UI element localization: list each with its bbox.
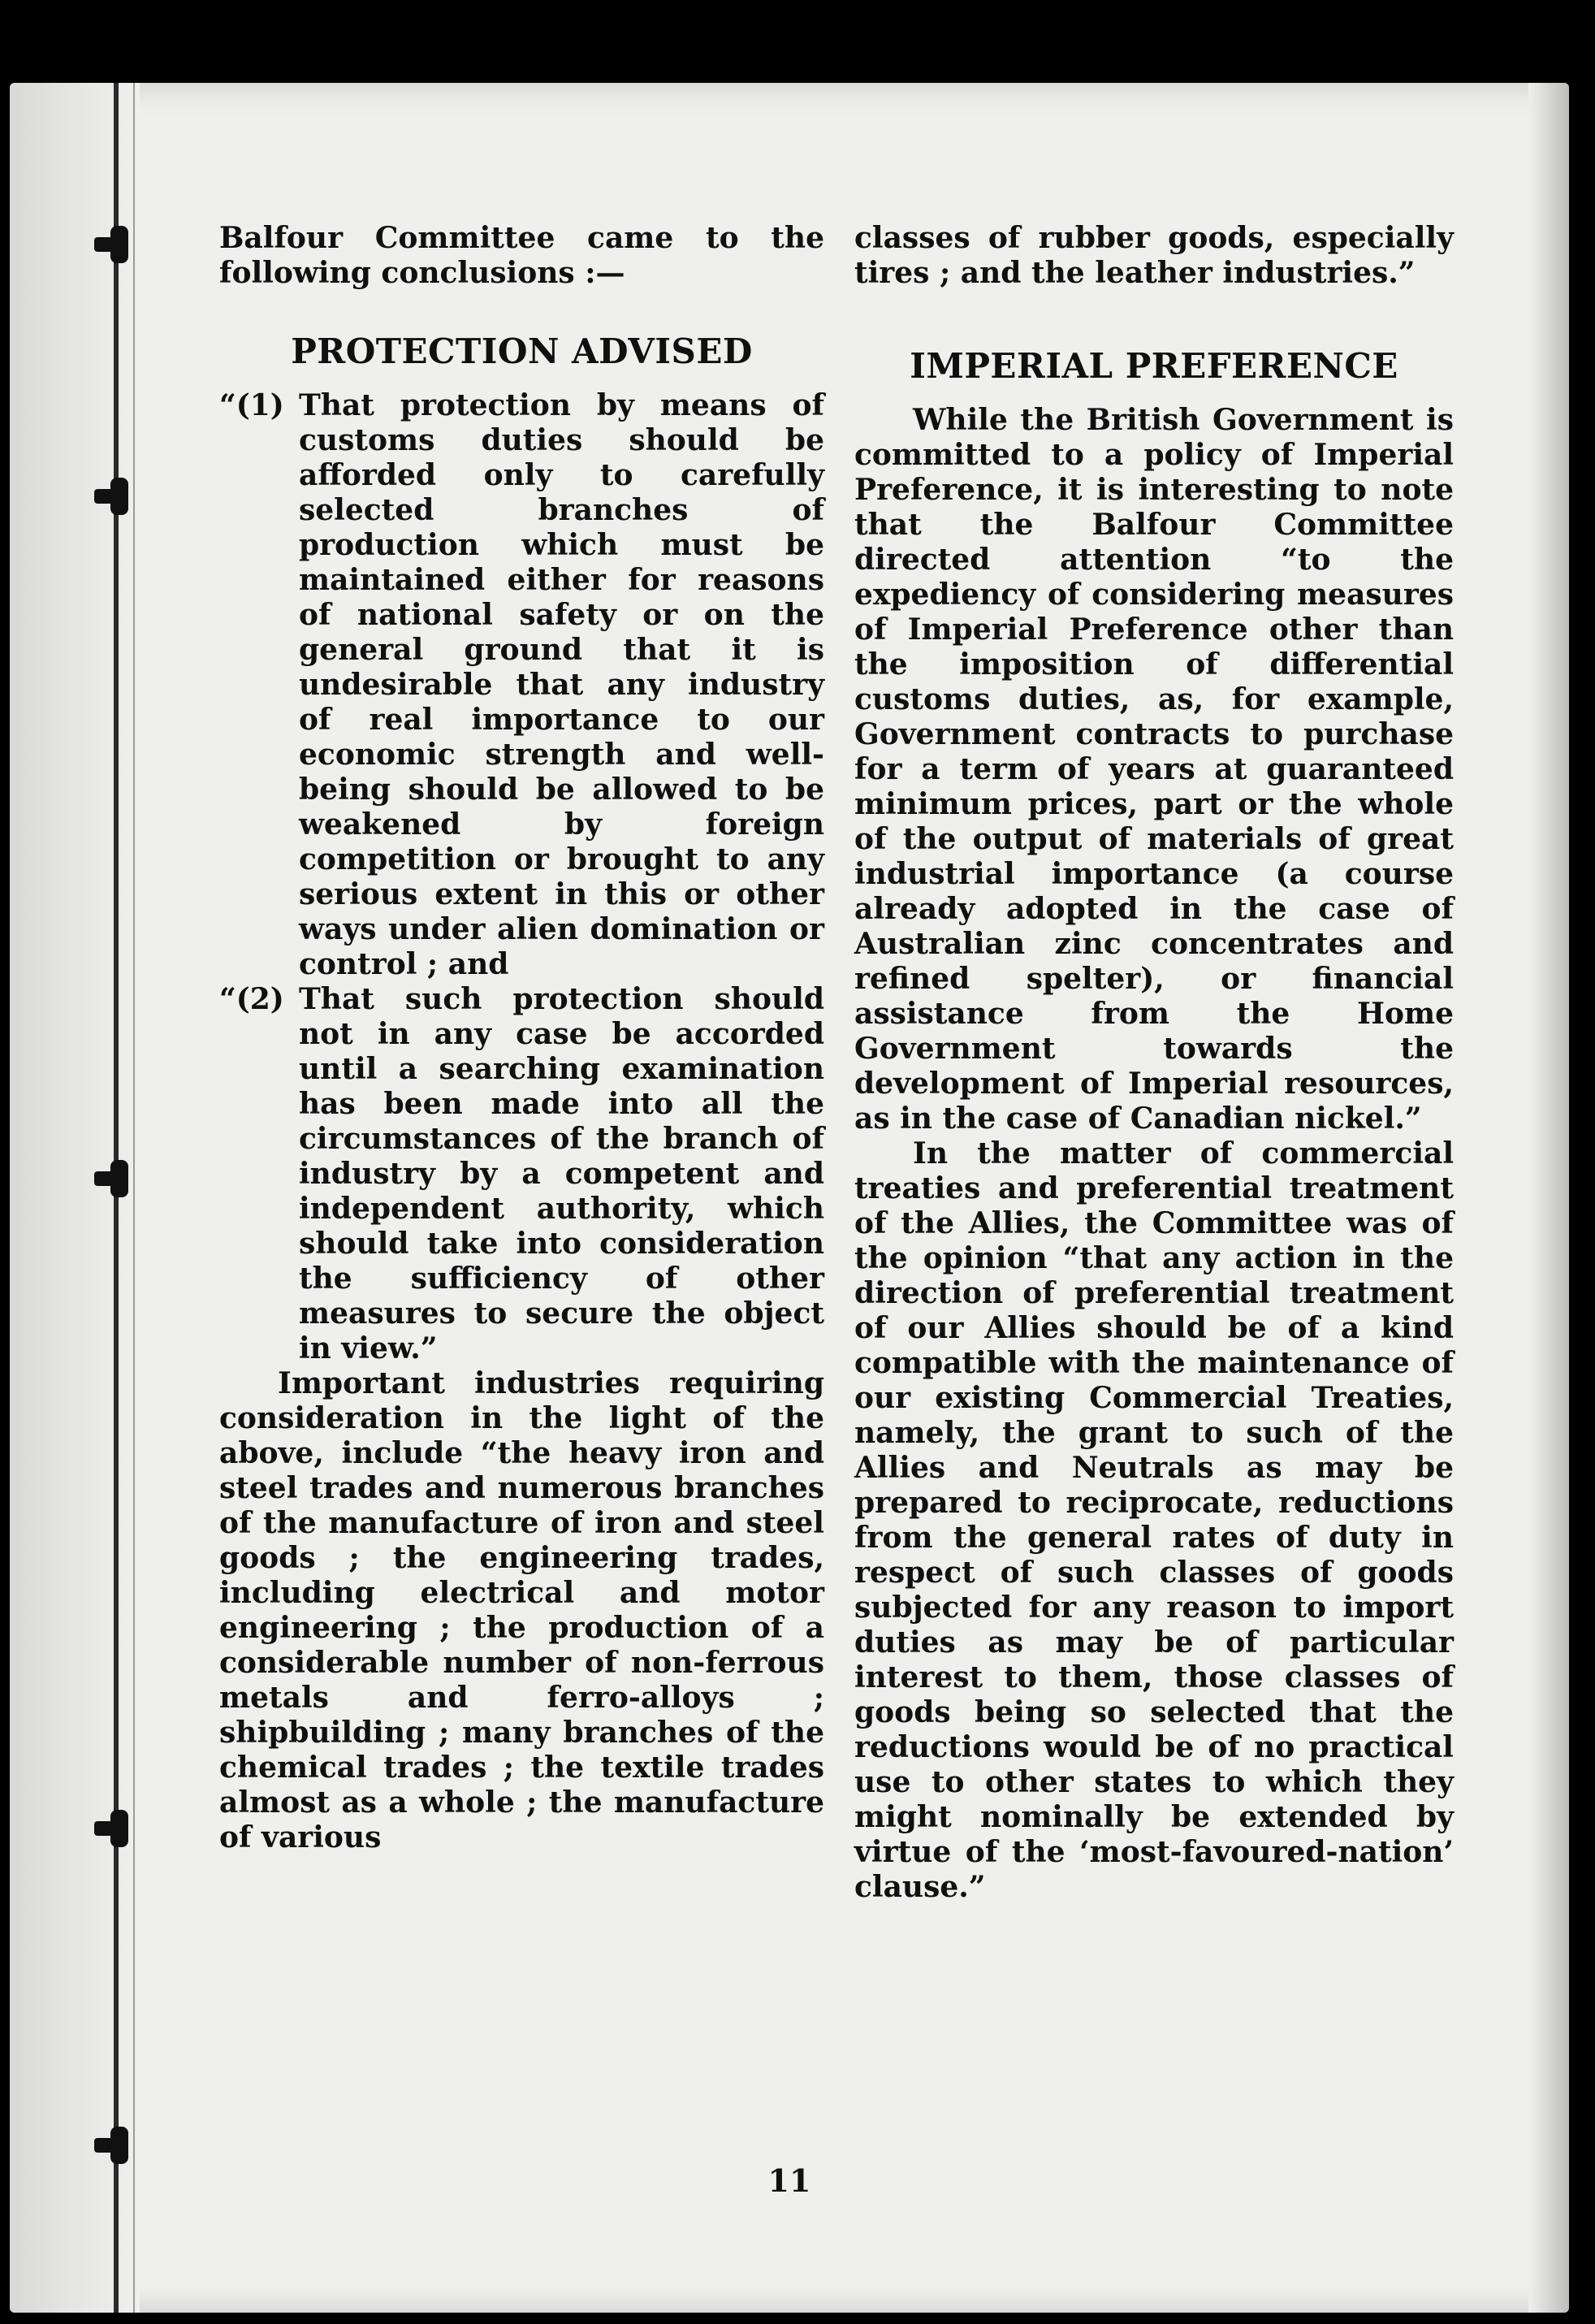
body-paragraph: In the matter of commercial treaties and preferential treatment of the Allies, the Committee was of the opinion “that any action in the direction of preferential treatment of our Allies should be of a kind compatible with the maintenance of our existing Commercial Treaties, namely, the grant to such of the Allies and Neutrals as may be prepared to reciprocate, reductions from the general rates of duty in respect of such classes of goods subjected for any reason to import duties as may be of particular interest to them, those classes of goods being so selected that the reductions would be of no practical use to other states to which they might nominally be extended by virtue of the ‘most-favoured-nation’ clause.”	[854, 1136, 1454, 1904]
staple-mark	[94, 237, 119, 252]
binding-edge	[10, 83, 140, 2313]
binding-line-faint	[133, 83, 135, 2313]
page-number: 11	[767, 2162, 811, 2199]
staple-mark	[94, 2138, 119, 2153]
body-paragraph: While the British Government is committed to a policy of Imperial Preference, it is interesting to note that the Balfour Committee directed attention “to the expediency of considering measures of Imperial Preference other than the imposition of differential customs duties, as, for example, Government contracts to purchase for a term of years at guaranteed minimum prices, part or the whole of the output of materials of great industrial importance (a course already adopted in the case of Australian zinc concentrates and refined spelter), or financial assistance from the Home Government towards the development of Imperial resources, as in the case of Canadian nickel.”	[854, 403, 1454, 1136]
list-text: That protection by means of customs duties should be afforded only to carefully selected branches of production which must be maintained either for reasons of national safety or on the general ground that it is undesirable that any industry of real importance to our economic strength and well-being should be allowed to be weakened by foreign competition or brought to any serious extent in this or other ways under alien domination or control ; and	[299, 388, 824, 981]
document-page	[10, 83, 1569, 2313]
staple-mark	[94, 489, 119, 504]
list-item	[219, 388, 824, 982]
continuation-paragraph: classes of rubber goods, especially tires ; and the leather industries.”	[854, 221, 1454, 290]
list-item	[219, 982, 824, 1366]
staple-mark	[94, 1821, 119, 1836]
list-text: That such protection should not in any case be accorded until a searching examination has been made into all the circumstances of the branch of industry by a competent and independent authority, which should take into consideration the sufficiency of other measures to secure the object in view.”	[299, 982, 824, 1365]
section-heading-imperial-preference: IMPERIAL PREFERENCE	[910, 346, 1398, 386]
list-number: “(1)	[219, 388, 284, 422]
page-edge-shadow	[1528, 83, 1569, 2313]
left-column	[219, 221, 824, 1855]
right-column	[854, 221, 1454, 1905]
staple-mark	[94, 1171, 119, 1186]
section-heading-protection: PROTECTION ADVISED	[291, 331, 753, 371]
intro-paragraph: Balfour Committee came to the following conclusions :—	[219, 221, 824, 290]
list-number: “(2)	[219, 982, 284, 1016]
binding-line	[114, 83, 119, 2313]
body-paragraph: Important industries requiring consideration in the light of the above, include “the heavy iron and steel trades and numerous branches of the manufacture of iron and steel goods ; the engineering trades, including electrical and motor engineering ; the production of a considerable number of non-ferrous metals and ferro-alloys ; shipbuilding ; many branches of the chemical trades ; the textile trades almost as a whole ; the manufacture of various	[219, 1366, 824, 1854]
